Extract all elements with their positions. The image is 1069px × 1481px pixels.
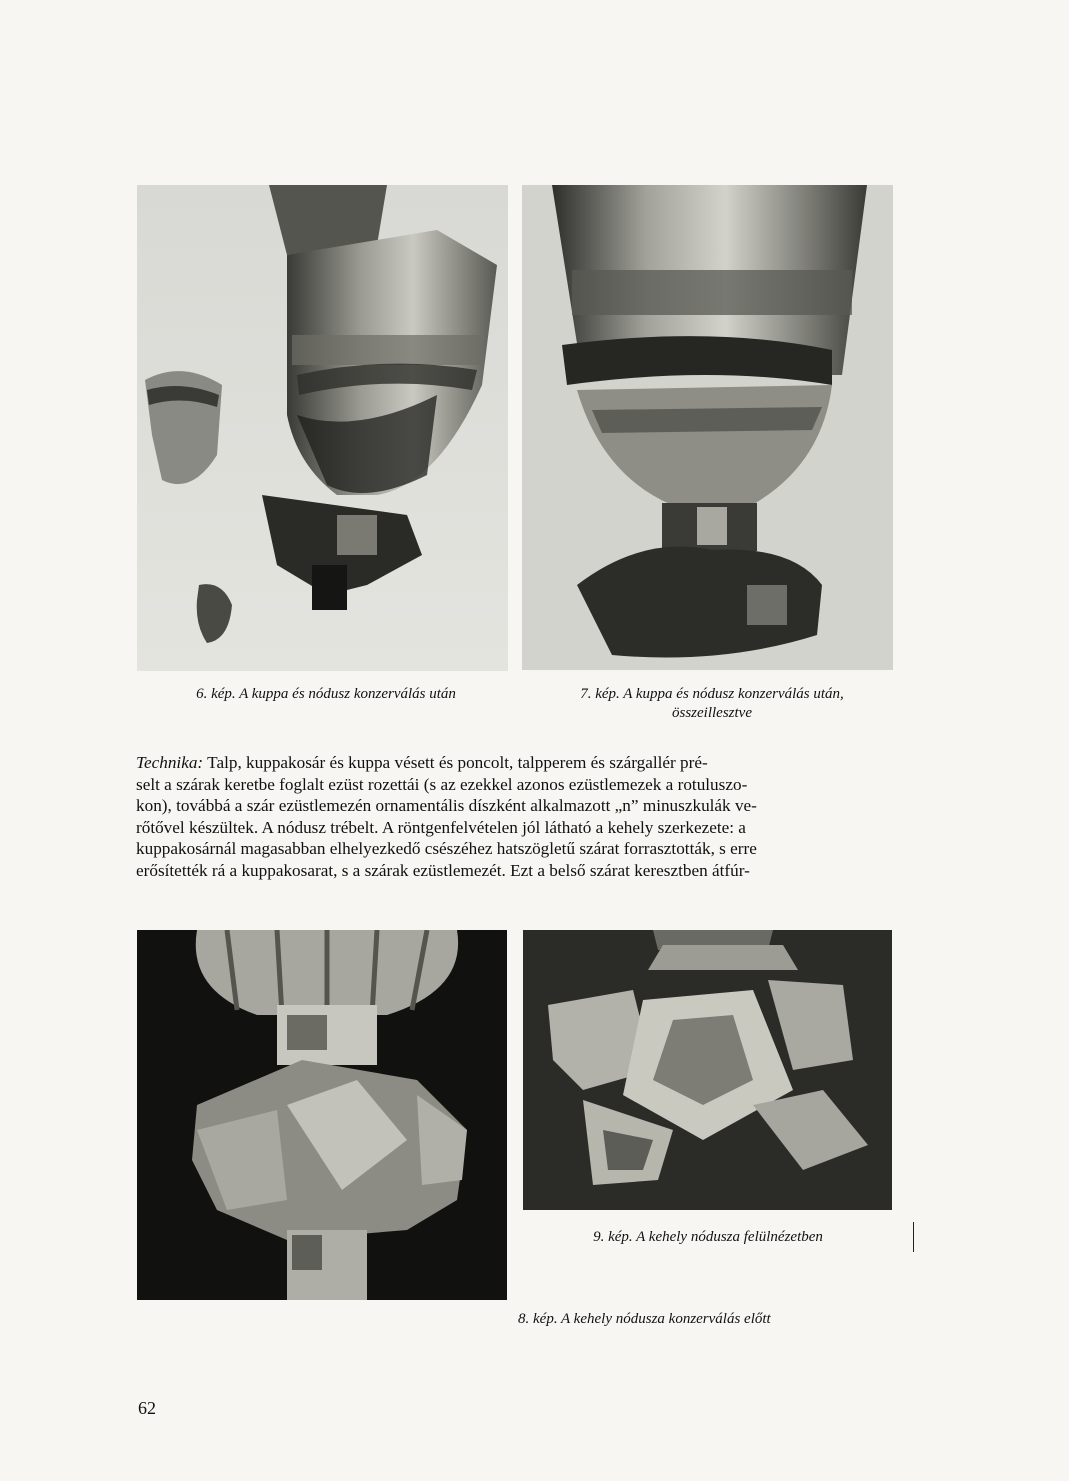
photo-kep7 bbox=[522, 185, 893, 670]
text-line-2: selt a szárak keretbe foglalt ezüst rozettái (s az ezekkel azonos ezüstlemezek a rotuluszo- bbox=[136, 774, 748, 794]
photo-kep9 bbox=[523, 930, 892, 1210]
margin-mark bbox=[913, 1222, 914, 1252]
technique-label: Technika: bbox=[136, 753, 204, 772]
page-number: 62 bbox=[138, 1398, 156, 1418]
caption-kep9: 9. kép. A kehely nódusza felülnézetben bbox=[593, 1229, 823, 1245]
text-line-3: kon), továbbá a szár ezüstlemezén ornamentális díszként alkalmazott „n” minuszkulák ve- bbox=[136, 796, 757, 815]
caption-kep8: 8. kép. A kehely nódusza konzerválás előtt bbox=[518, 1311, 771, 1327]
caption-kep6: 6. kép. A kuppa és nódusz konzerválás után bbox=[196, 686, 456, 702]
text-line-6: erősítették rá a kuppakosarat, s a szárak ezüstlemezét. Ezt a belső szárat keresztben átfúr- bbox=[136, 860, 750, 880]
text-line-5: kuppakosárnál magasabban elhelyezkedő csészéhez hatszögletű szárat forrasztották, s erre bbox=[136, 839, 757, 858]
photo-kep8 bbox=[137, 930, 507, 1300]
text-line-1: Technika: Talp, kuppakosár és kuppa vésett és poncolt, talpperem és szárgallér pré- bbox=[136, 753, 708, 772]
caption-kep7-line2: összeillesztve bbox=[672, 705, 752, 721]
caption-kep7-line1: 7. kép. A kuppa és nódusz konzerválás után, bbox=[580, 686, 844, 702]
text-line-4: rőtővel készültek. A nódusz trébelt. A röntgenfelvételen jól látható a kehely szerkezete: a bbox=[136, 817, 746, 837]
photo-kep6 bbox=[137, 185, 508, 671]
technique-paragraph bbox=[136, 752, 892, 881]
